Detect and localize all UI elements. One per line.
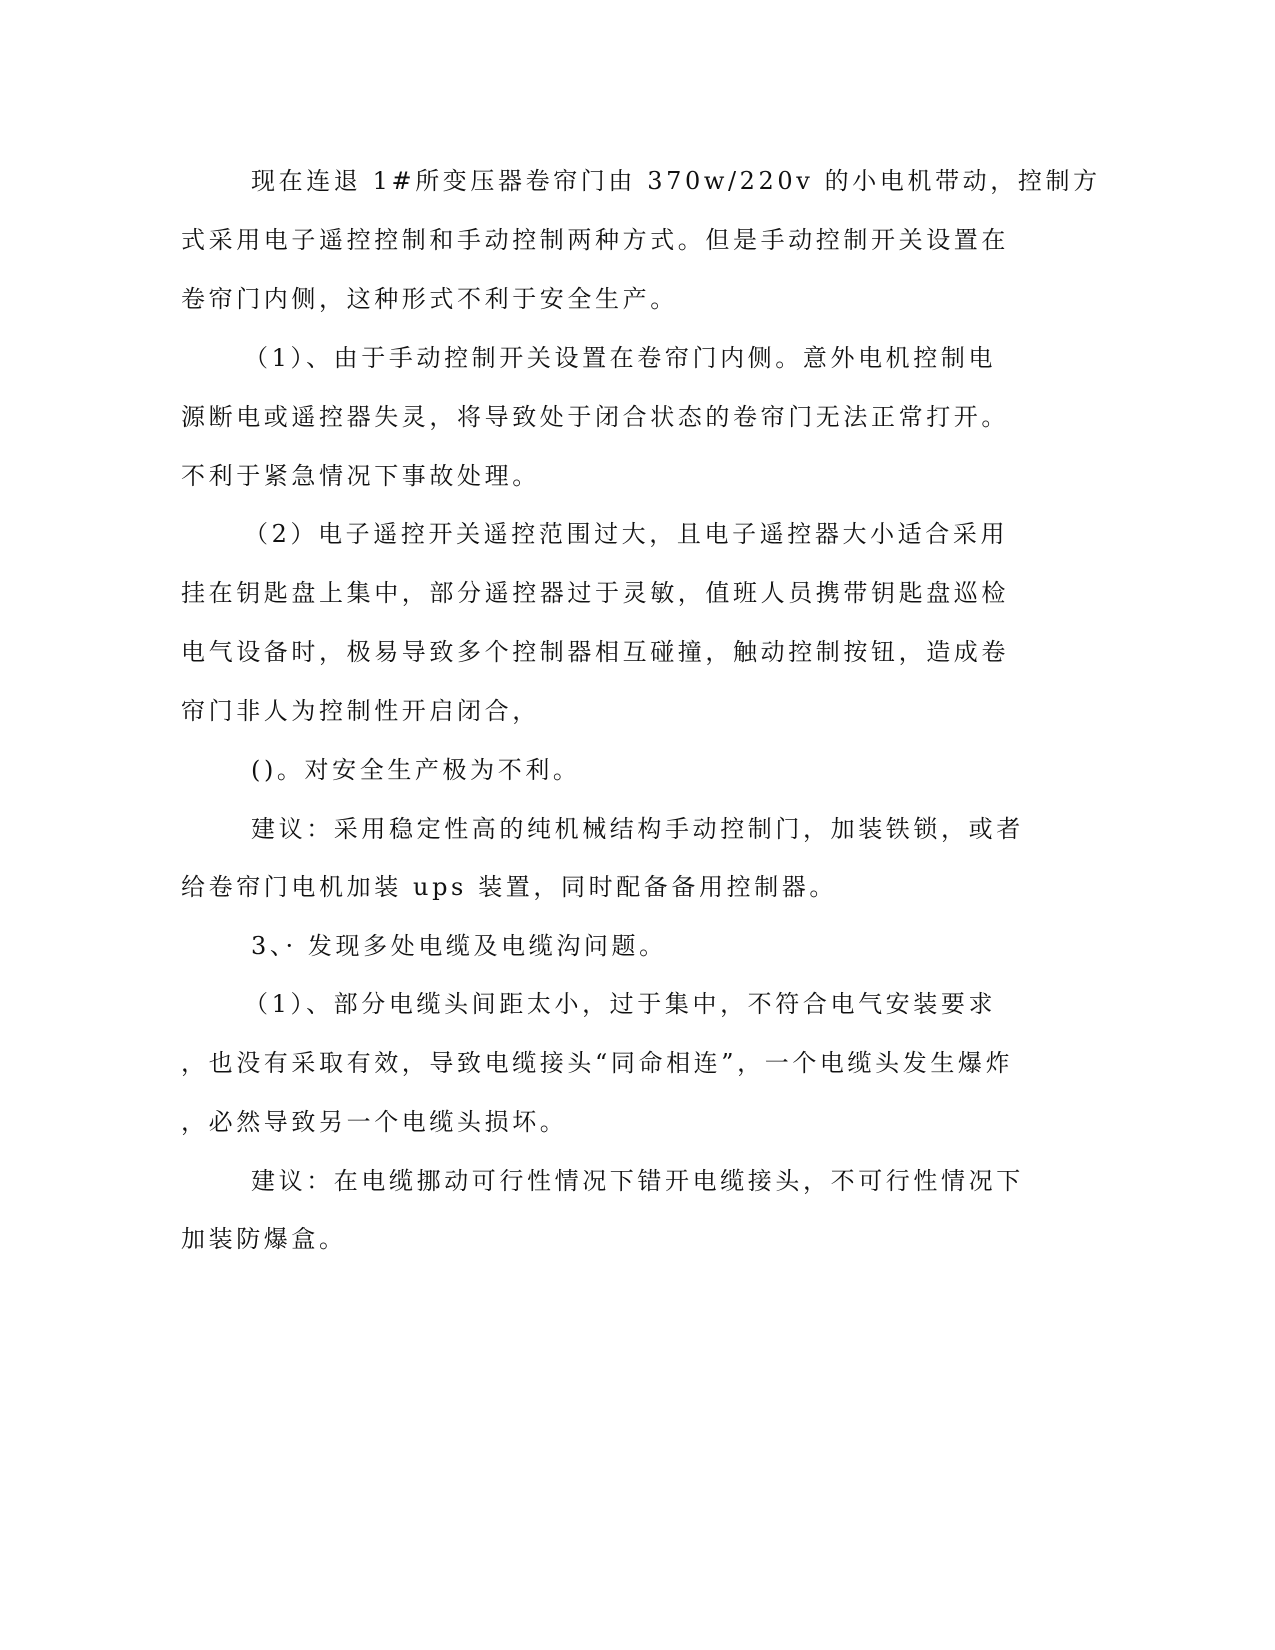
paragraph-line: 建议：在电缆挪动可行性情况下错开电缆接头，不可行性情况下 [251, 1167, 1024, 1195]
paragraph-line: 帘门非人为控制性开启闭合， [181, 697, 540, 725]
paragraph-line: 建议：采用稳定性高的纯机械结构手动控制门，加装铁锁，或者 [251, 815, 1024, 843]
paragraph-line: 挂在钥匙盘上集中，部分遥控器过于灵敏，值班人员携带钥匙盘巡检 [181, 579, 1009, 607]
paragraph-line: 给卷帘门电机加装 ups 装置，同时配备备用控制器。 [181, 873, 837, 901]
paragraph-line: 现在连退 1#所变压器卷帘门由 370w/220v 的小电机带动，控制方 [251, 167, 1101, 195]
paragraph-line: 卷帘门内侧，这种形式不利于安全生产。 [181, 285, 678, 313]
paragraph-line: 源断电或遥控器失灵，将导致处于闭合状态的卷帘门无法正常打开。 [181, 403, 1009, 431]
paragraph-line: （1）、部分电缆头间距太小，过于集中，不符合电气安装要求 [244, 990, 997, 1018]
paragraph-line: ，必然导致另一个电缆头损坏。 [181, 1108, 568, 1136]
paragraph-line: （1）、由于手动控制开关设置在卷帘门内侧。意外电机控制电 [244, 344, 997, 372]
paragraph-line: 式采用电子遥控控制和手动控制两种方式。但是手动控制开关设置在 [181, 226, 1009, 254]
section-heading: 3、· 发现多处电缆及电缆沟问题。 [251, 932, 667, 960]
paragraph-line: 加装防爆盒。 [181, 1225, 347, 1253]
paragraph-line: （2）电子遥控开关遥控范围过大，且电子遥控器大小适合采用 [244, 520, 1009, 548]
paragraph-line: 电气设备时，极易导致多个控制器相互碰撞，触动控制按钮，造成卷 [181, 638, 1009, 666]
paragraph-line: 不利于紧急情况下事故处理。 [181, 462, 540, 490]
paragraph-line: ，也没有采取有效，导致电缆接头“同命相连”，一个电缆头发生爆炸 [181, 1049, 1014, 1077]
paragraph-line: ()。对安全生产极为不利。 [251, 756, 581, 784]
